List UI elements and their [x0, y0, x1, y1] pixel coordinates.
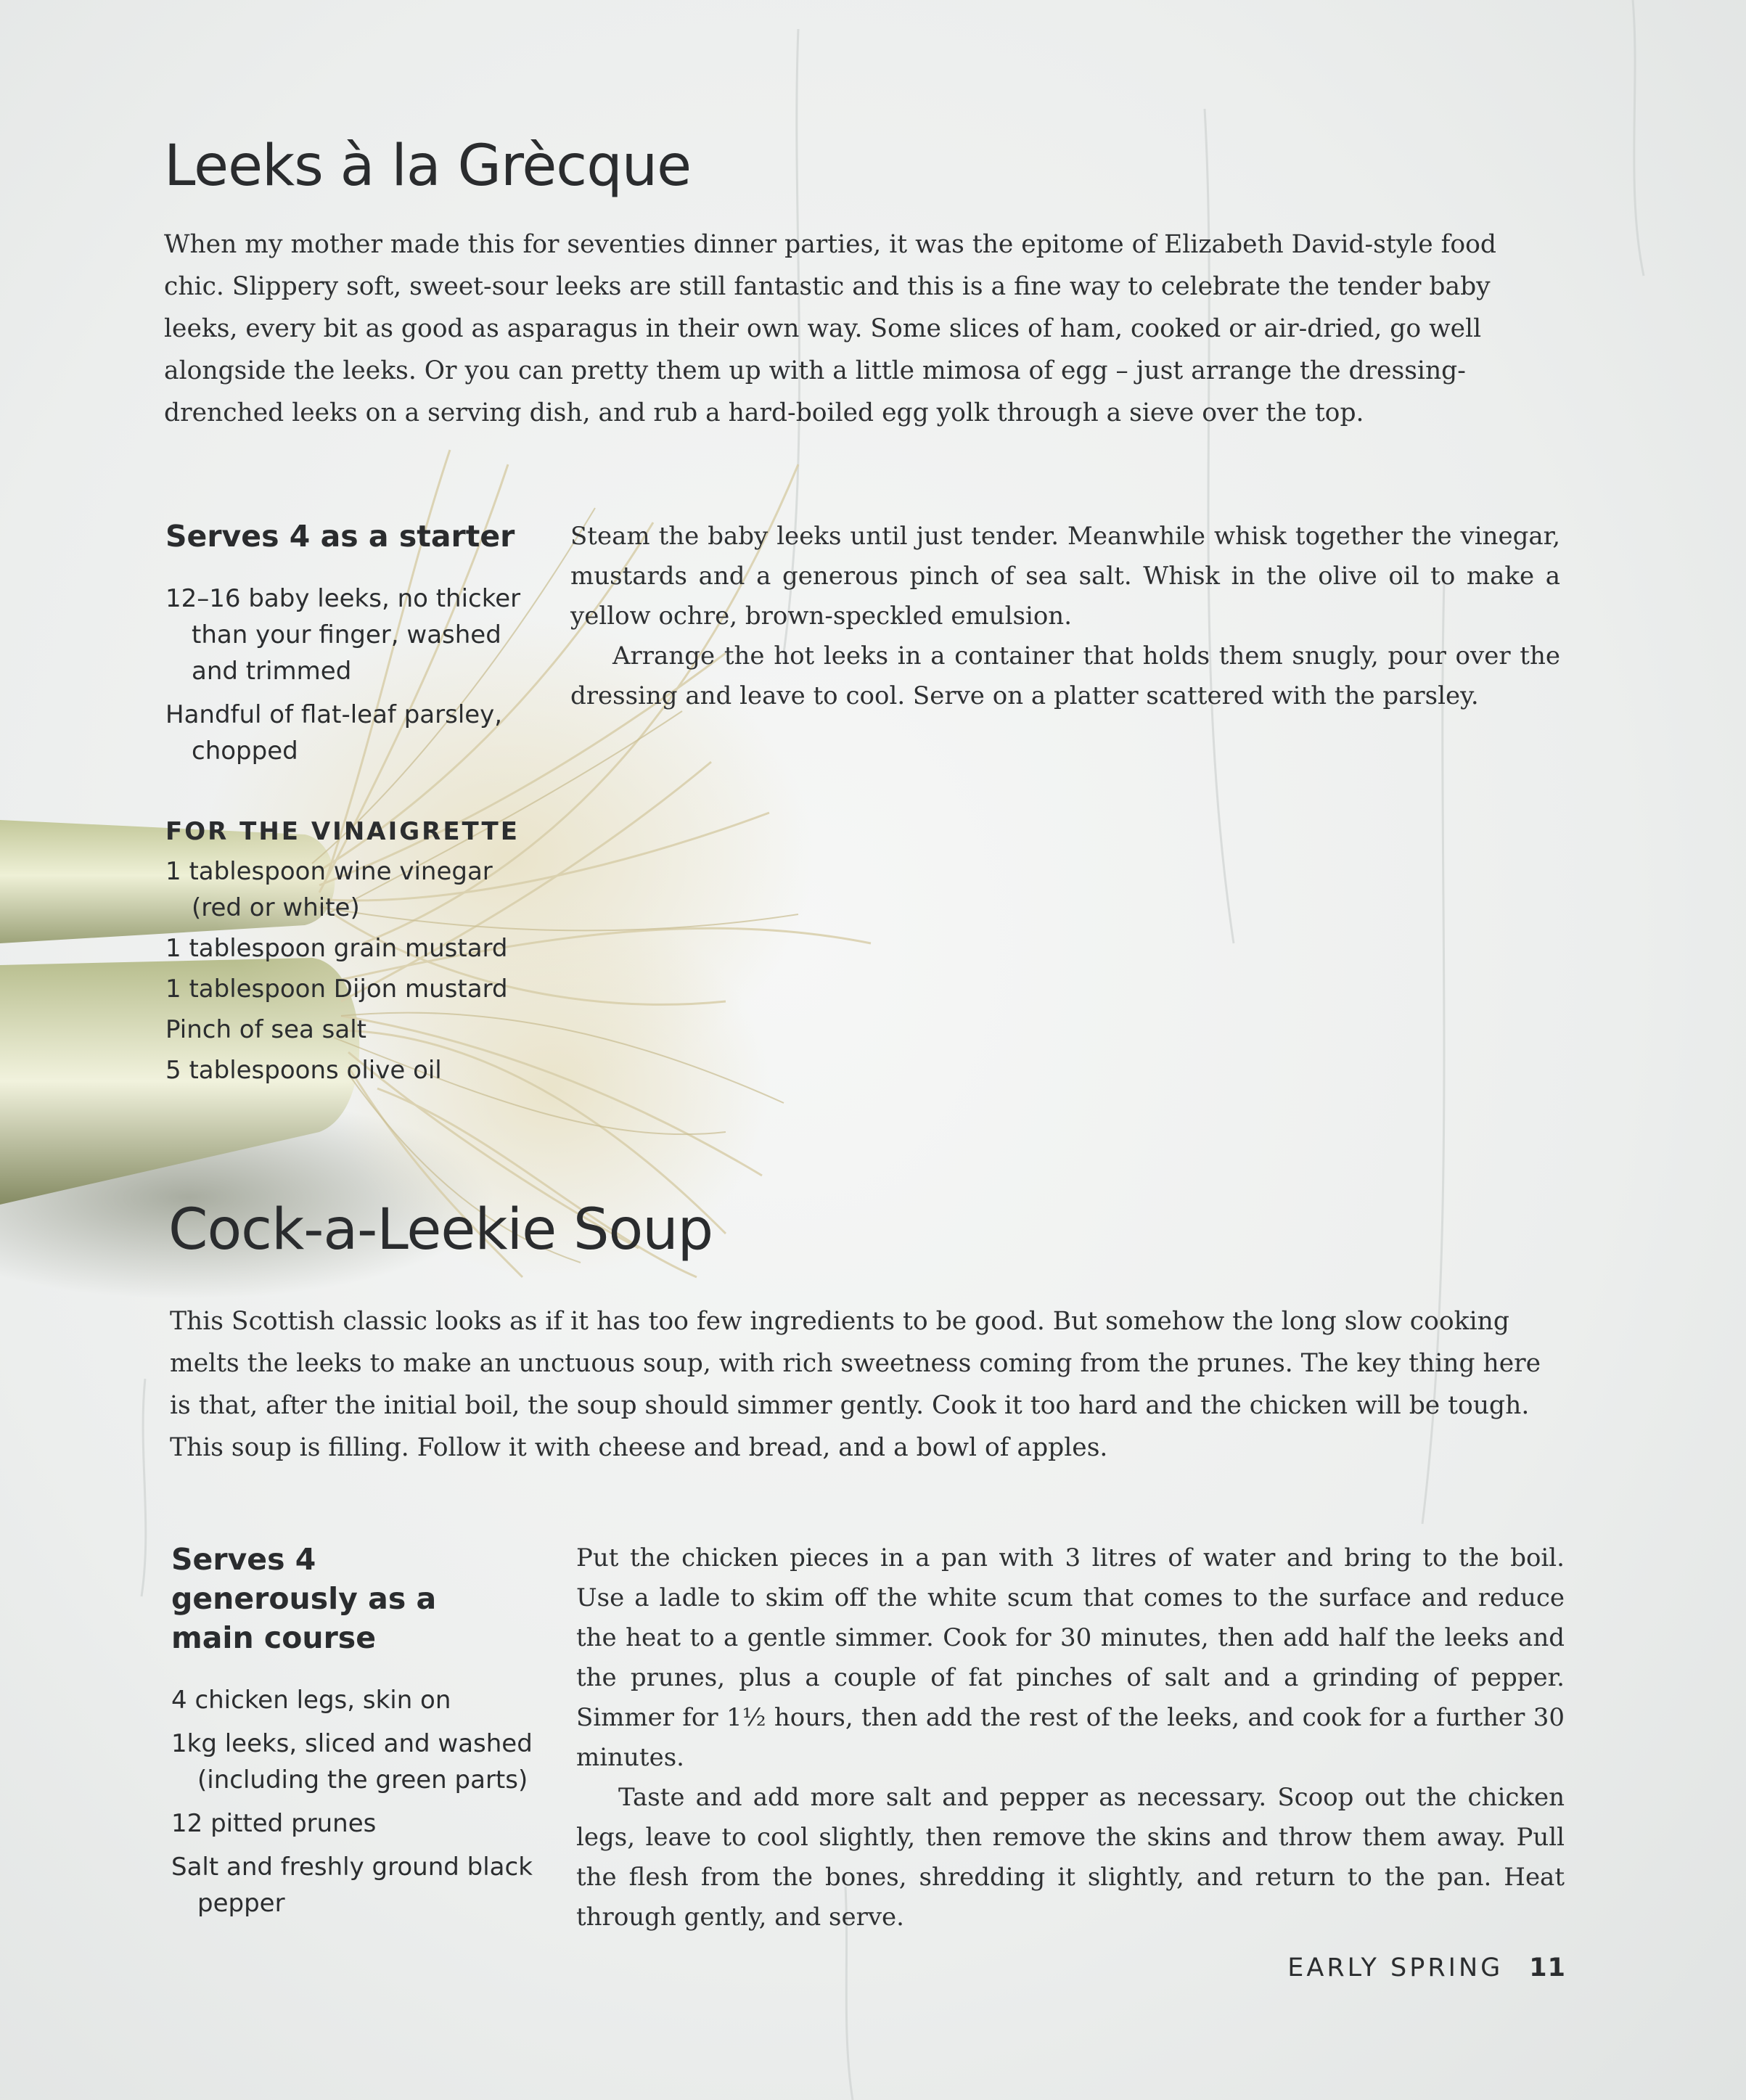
- list-item: Pinch of sea salt: [165, 1015, 366, 1044]
- method-paragraph: Steam the baby leeks until just tender. Meanwhile whisk together the vinegar, mustards and a generous pinch of sea salt. Whisk in the olive oil to make a yellow ochre, brown-speckled emulsion.: [570, 522, 1560, 631]
- method-paragraph: Arrange the hot leeks in a container that holds them snugly, pour over the dressing and leave to cool. Serve on a platter scattered with the parsley.: [570, 641, 1560, 710]
- recipe2-method: [576, 1538, 1565, 1937]
- recipe1-intro: When my mother made this for seventies dinner parties, it was the epitome of Elizabeth David-style food chic. Slippery soft, sweet-sour leeks are still fantastic and this is a fine way to celebrate the tender baby leeks, every bit as good as asparagus in their own way. Some slices of ham, cooked or air-dried, go well alongside the leeks. Or you can pretty them up with a little mimosa of egg – just arrange the dressing-drenched leeks on a serving dish, and rub a hard-boiled egg yolk through a sieve over the top.: [164, 230, 1496, 427]
- list-item: Handful of flat-leaf parsley, chopped: [165, 700, 503, 766]
- list-item: 4 chicken legs, skin on: [171, 1686, 451, 1715]
- vinaigrette-list: [165, 853, 528, 1088]
- recipe1-serves: Serves 4 as a starter: [165, 519, 515, 554]
- list-item: 1kg leeks, sliced and washed (including the green parts): [171, 1729, 533, 1795]
- page-number: 11: [1529, 1953, 1566, 1982]
- method-paragraph: Put the chicken pieces in a pan with 3 litres of water and bring to the boil. Use a ladle to skim off the white scum that comes to the surface and reduce the heat to a gentle simmer. Cook for 30 minutes, then add half the leeks and the prunes, plus a couple of fat pinches of salt and a grinding of pepper. Simmer for 1½ hours, then add the rest of the leeks, and cook for a further 30 minutes.: [576, 1543, 1565, 1772]
- recipe1-ingredient-list: [165, 581, 528, 769]
- recipe2-ingredient-list: [171, 1682, 534, 1921]
- recipe2-ingredients-panel: [171, 1540, 534, 1929]
- recipe1-title: Leeks à la Grècque: [164, 134, 692, 199]
- list-item: 5 tablespoons olive oil: [165, 1056, 442, 1085]
- recipe1-ingredients-panel: [165, 517, 528, 1093]
- list-item: 1 tablespoon Dijon mustard: [165, 975, 508, 1004]
- vinaigrette-heading: FOR THE VINAIGRETTE: [165, 817, 520, 846]
- recipe2-serves: Serves 4 generously as a main course: [171, 1542, 437, 1655]
- list-item: 1 tablespoon wine vinegar (red or white): [165, 857, 493, 922]
- page-footer: [1287, 1953, 1566, 1982]
- recipe2-title: Cock-a-Leekie Soup: [168, 1197, 713, 1263]
- recipe1-method: [570, 517, 1560, 716]
- recipe2-intro: This Scottish classic looks as if it has too few ingredients to be good. But somehow the long slow cooking melts the leeks to make an unctuous soup, with rich sweetness coming from the prunes. The key thing here is that, after the initial boil, the soup should simmer gently. Cook it too hard and the chicken will be tough. This soup is filling. Follow it with cheese and bread, and a bowl of apples.: [170, 1307, 1541, 1462]
- section-name: EARLY SPRING: [1287, 1953, 1504, 1982]
- list-item: Salt and freshly ground black pepper: [171, 1853, 533, 1918]
- list-item: 12 pitted prunes: [171, 1809, 377, 1838]
- list-item: 1 tablespoon grain mustard: [165, 934, 508, 963]
- method-paragraph: Taste and add more salt and pepper as necessary. Scoop out the chicken legs, leave to cool slightly, then remove the skins and throw them away. Pull the flesh from the bones, shredding it slightly, and return to the pan. Heat through gently, and serve.: [576, 1783, 1565, 1932]
- list-item: 12–16 baby leeks, no thicker than your finger, washed and trimmed: [165, 584, 521, 686]
